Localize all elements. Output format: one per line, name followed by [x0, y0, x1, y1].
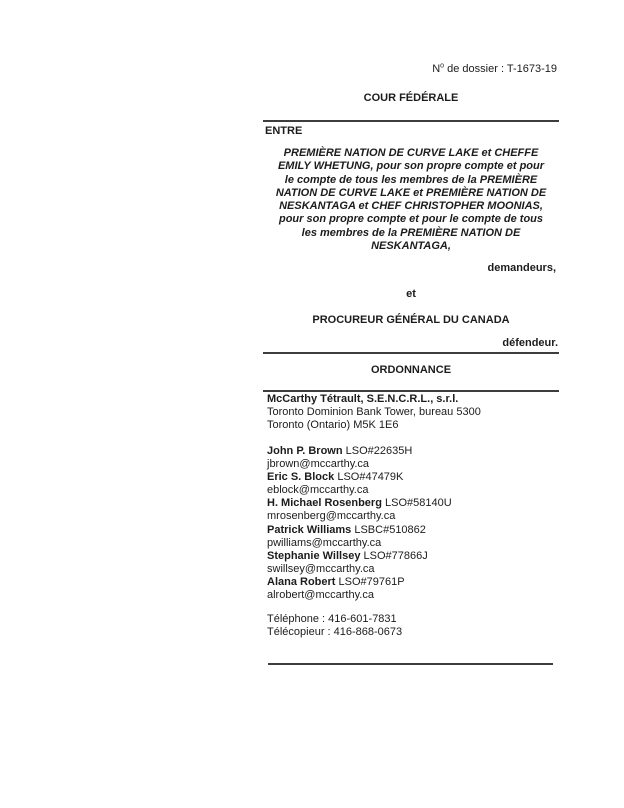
document-content-column	[263, 0, 559, 808]
lawyer-name: Patrick Williams	[267, 523, 352, 536]
lawyer-email: pwilliams@mccarthy.ca	[267, 536, 382, 549]
lawyer-bar-id: LSBC#510862	[354, 523, 426, 536]
docket-prefix: N	[432, 63, 441, 75]
fax-line: Télécopieur : 416-868-0673	[267, 626, 403, 638]
law-firm-name: McCarthy Tétrault, S.E.N.C.R.L., s.r.l.	[267, 393, 459, 405]
docket-superscript-o: o	[440, 62, 445, 70]
defendant-name: PROCUREUR GÉNÉRAL DU CANADA	[312, 314, 510, 326]
plaintiffs-line: PREMIÈRE NATION DE CURVE LAKE et CHEFFE	[283, 147, 539, 159]
lawyer-email: eblock@mccarthy.ca	[267, 484, 369, 497]
plaintiffs-line: pour son propre compte et pour le compte de tous	[278, 213, 544, 226]
lawyer-name-line	[267, 524, 452, 537]
lawyer-bar-id: LSO#47479K	[337, 471, 404, 484]
divider-line-defendant	[263, 352, 559, 354]
between-label: ENTRE	[265, 125, 303, 137]
lawyer-email: alrobert@mccarthy.ca	[267, 589, 374, 602]
lawyer-name-line	[267, 471, 452, 484]
lawyer-email: mrosenberg@mccarthy.ca	[267, 510, 396, 523]
lawyer-name: Eric S. Block	[267, 471, 335, 484]
docket-number	[432, 63, 557, 75]
law-firm-address-line1: Toronto Dominion Bank Tower, bureau 5300	[267, 406, 481, 418]
law-firm-address-line2: Toronto (Ontario) M5K 1E6	[267, 419, 399, 431]
plaintiffs-role-label: demandeurs,	[487, 262, 556, 274]
lawyer-email: jbrown@mccarthy.ca	[267, 458, 370, 471]
lawyer-name: Alana Robert	[267, 575, 336, 588]
lawyers-list	[267, 445, 452, 602]
divider-line-bottom	[268, 663, 553, 665]
defendant-role-label: défendeur.	[502, 337, 558, 349]
plaintiffs-line: le compte de tous les membres de la PREMIÈRE	[284, 173, 538, 186]
divider-line-top	[263, 120, 559, 122]
plaintiffs-line: EMILY WHETUNG, pour son propre compte et pour	[277, 160, 545, 173]
lawyer-name: H. Michael Rosenberg	[267, 497, 382, 510]
phone-line: Téléphone : 416-601-7831	[267, 613, 397, 625]
lawyer-name-line	[267, 550, 452, 563]
lawyer-bar-id: LSO#22635H	[345, 445, 413, 457]
contact-block	[267, 613, 402, 639]
lawyer-name-line	[267, 576, 452, 589]
law-firm-block	[267, 393, 481, 432]
conjunction-label: et	[406, 288, 416, 300]
court-title: COUR FÉDÉRALE	[363, 92, 459, 104]
order-heading: ORDONNANCE	[370, 364, 452, 376]
lawyer-name-line	[267, 497, 452, 510]
plaintiffs-style-of-cause	[263, 147, 559, 253]
lawyer-name: Stephanie Willsey	[267, 549, 361, 562]
lawyer-name-line	[267, 445, 452, 458]
lawyer-email: swillsey@mccarthy.ca	[267, 562, 375, 575]
plaintiffs-line: les membres de la PREMIÈRE NATION DE	[301, 226, 521, 239]
lawyer-name: John P. Brown	[267, 445, 343, 457]
lawyer-bar-id: LSO#58140U	[384, 497, 452, 510]
plaintiffs-line: NESKANTAGA,	[371, 240, 451, 253]
plaintiffs-line: NESKANTAGA et CHEF CHRISTOPHER MOONIAS,	[279, 200, 543, 213]
plaintiffs-line: NATION DE CURVE LAKE et PREMIÈRE NATION DE	[275, 186, 547, 199]
lawyer-bar-id: LSO#79761P	[338, 575, 405, 588]
docket-text: de dossier : T-1673-19	[444, 63, 557, 75]
lawyer-bar-id: LSO#77866J	[363, 549, 428, 562]
divider-line-order	[263, 390, 559, 392]
